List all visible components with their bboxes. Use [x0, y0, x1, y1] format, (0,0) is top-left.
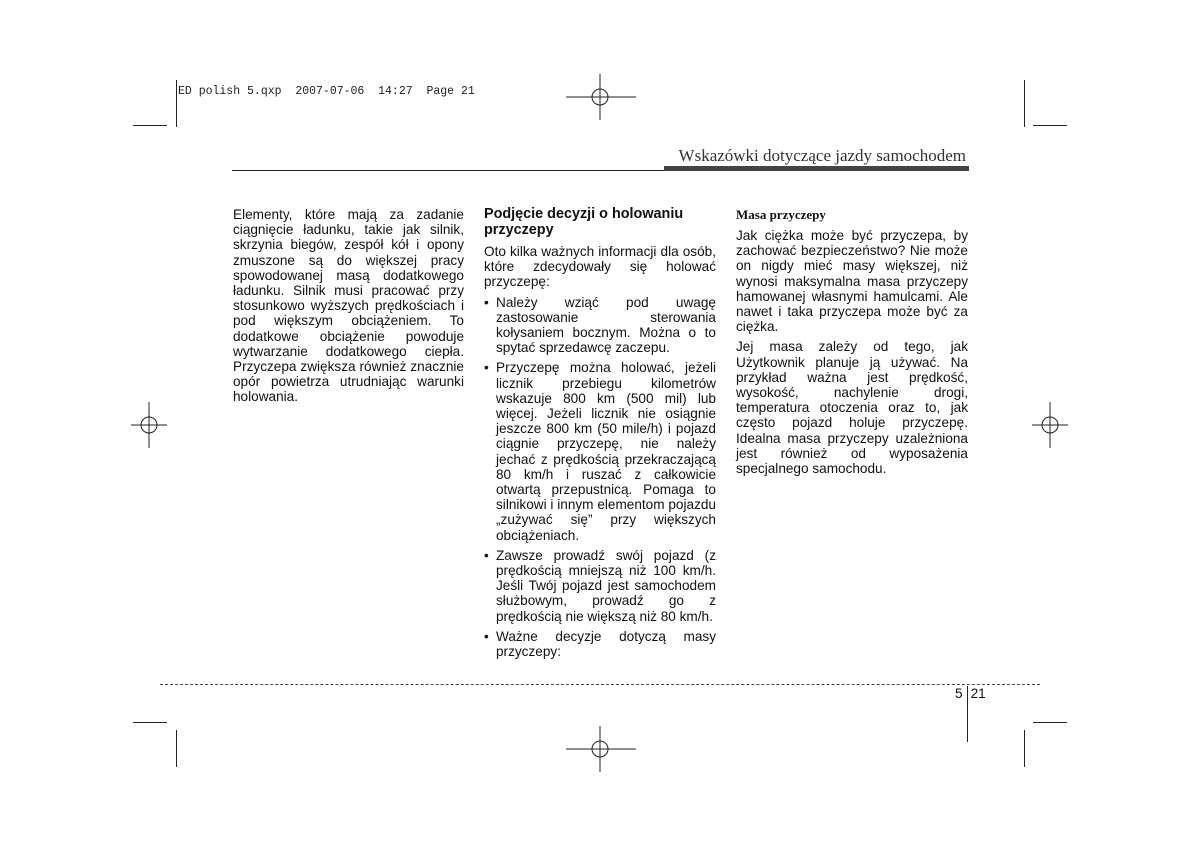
body-paragraph: Jak ciężka może być przyczepa, by zachować bezpieczeństwo? Nie może on nigdy mieć masy większej, niż wynosi maksymalna masa przyczepy hamowanej własnymi hamulcami. Ale nawet i taka przyczepa może być za ciężka. [736, 228, 968, 335]
crop-mark [176, 730, 177, 767]
list-item-text: Przyczepę można holować, jeżeli licznik przebiegu kilometrów wskazuje 800 km (500 mil) lub więcej. Jeżeli licznik nie osiągnie jeszcze 800 km (50 mile/h) i pojazd ciągnie przyczepę, nie należy jechać z prędkością przekraczającą 80 km/h i ruszać z całkowicie otwartą przepustnicą. Pomaga to silnikowi i innym elementom pojazdu „zużywać się” przy większych obciążeniach. [496, 360, 716, 543]
bullet-list [484, 295, 716, 660]
header-rule-bold [664, 166, 969, 171]
list-item [484, 295, 716, 356]
crop-mark [176, 80, 177, 127]
section-heading: Podjęcie decyzji o holowaniu przyczepy [484, 206, 684, 238]
list-item [484, 629, 716, 659]
list-item-text: Zawsze prowadź swój pojazd (z prędkością mniejszą niż 100 km/h. Jeśli Twój pojazd jest samochodem służbowym, prowadź go z prędkością nie większą niż 80 km/h. [496, 547, 716, 624]
print-slug: ED polish 5.qxp 2007-07-06 14:27 Page 21 [178, 85, 475, 98]
body-paragraph: Jej masa zależy od tego, jak Użytkownik planuje ją używać. Na przykład ważna jest prędkość, wysokość, nachylenie drogi, temperatura otoczenia oraz to, jak często pojazd holuje przyczepę. Idealna masa przyczepy uzależniona jest również od wyposażenia specjalnego samochodu. [736, 339, 968, 477]
list-item [484, 360, 716, 542]
header-rule [232, 170, 666, 171]
crop-mark [1033, 722, 1067, 723]
body-paragraph: Oto kilka ważnych informacji dla osób, które zdecydowały się holować przyczepę: [484, 244, 716, 290]
list-item-text: Ważne decyzje dotyczą masy przyczepy: [496, 628, 716, 660]
registration-mark-icon [131, 402, 167, 448]
crop-mark [1024, 80, 1025, 127]
registration-mark-icon [566, 74, 636, 120]
crop-mark [1024, 730, 1025, 767]
body-paragraph: Elementy, które mają za zadanie ciągnięcie ładunku, takie jak silnik, skrzynia biegów, zespół kół i opony zmuszone są do większej pracy spowodowanej masą dodatkowego ładunku. Silnik musi pracować przy stosunkowo wyższych prędkościach i pod większym obciążeniem. To dodatkowe obciążenie powoduje wytwarzanie dodatkowego ciepła. Przyczepa zwiększa również znacznie opór powietrza utrudniając warunki holowania. [233, 207, 464, 405]
registration-mark-icon [1032, 402, 1068, 448]
bullet-icon: • [484, 360, 489, 376]
page-number [955, 686, 986, 701]
crop-mark [1033, 125, 1067, 126]
registration-mark-icon [566, 726, 636, 772]
page-number-value: 21 [970, 686, 986, 701]
bullet-icon: • [484, 547, 489, 563]
text-column-2 [484, 207, 716, 664]
list-item-text: Należy wziąć pod uwagę zastosowanie sterowania kołysaniem bocznym. Można o to spytać sprzedawcę zaczepu. [496, 294, 716, 356]
bullet-icon: • [484, 628, 489, 644]
chapter-number: 5 [955, 686, 963, 701]
text-column-1 [233, 207, 464, 410]
bullet-icon: • [484, 294, 489, 310]
crop-mark [133, 722, 167, 723]
crop-mark [133, 125, 167, 126]
page-header-title: Wskazówki dotyczące jazdy samochodem [678, 146, 966, 165]
list-item [484, 548, 716, 624]
subsection-heading: Masa przyczepy [736, 207, 826, 222]
footer-rule [160, 684, 1040, 685]
text-column-3 [736, 207, 968, 481]
